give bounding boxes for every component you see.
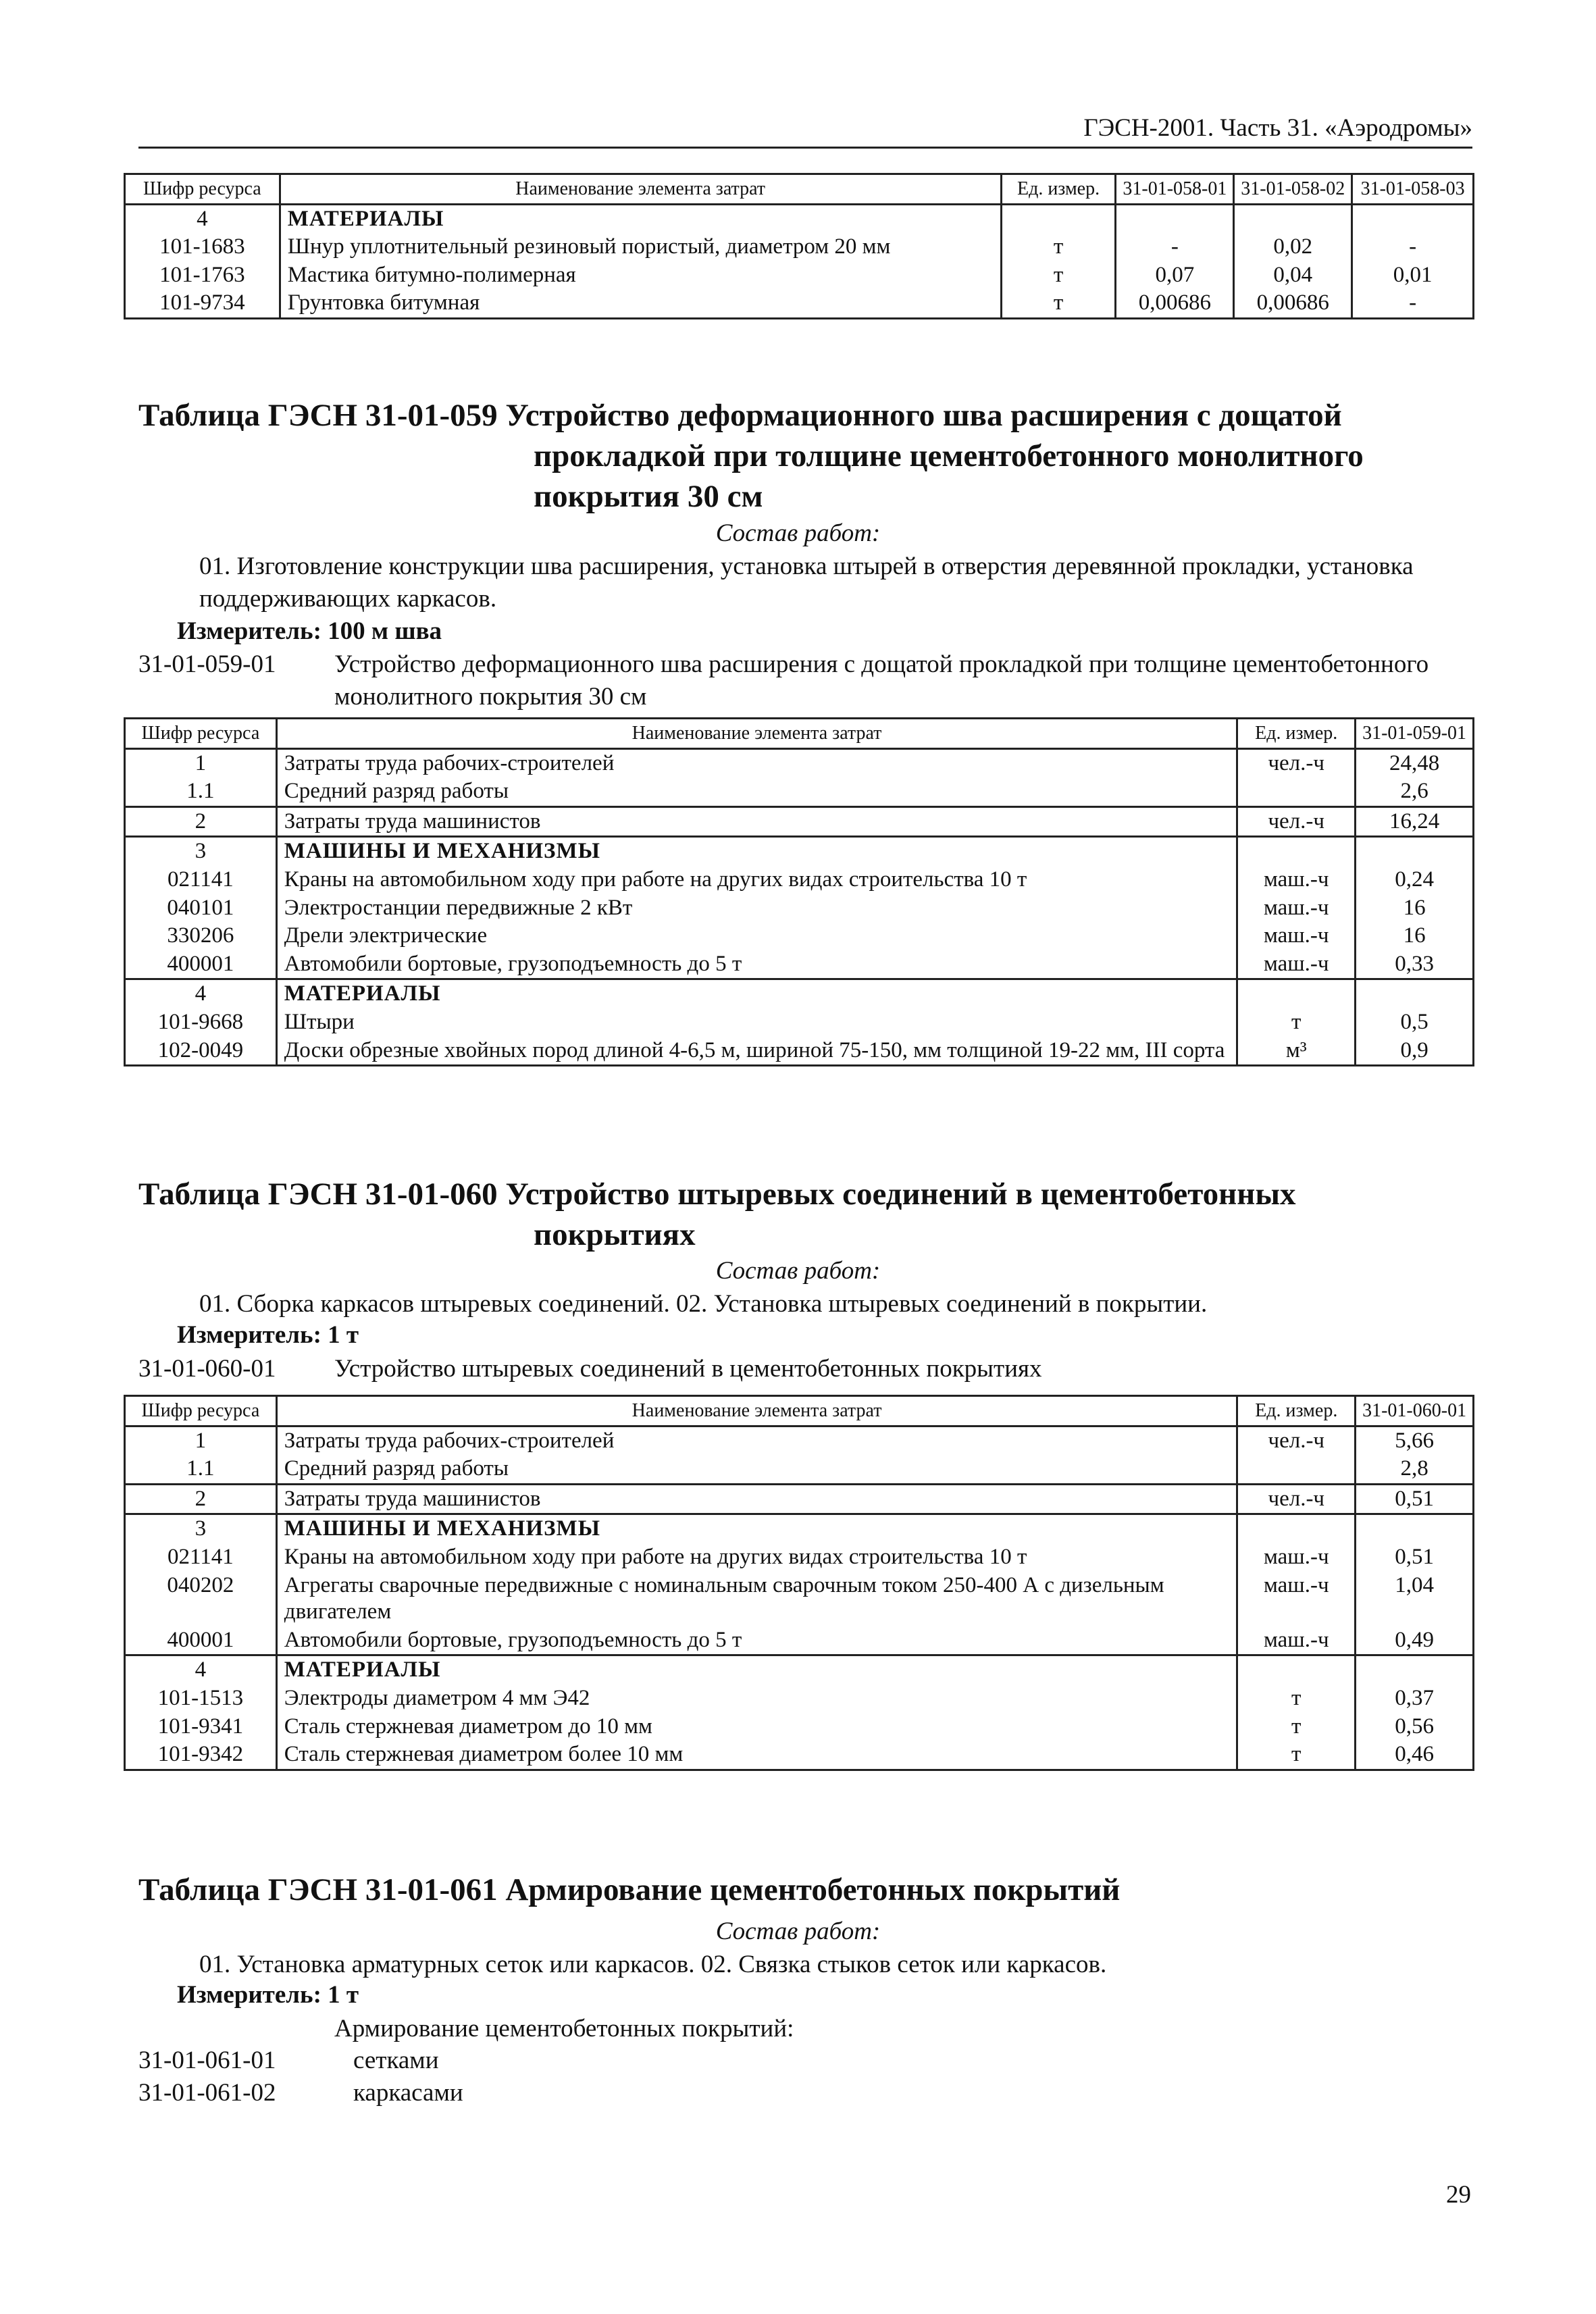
unit: чел.-ч (1237, 1426, 1356, 1455)
col-header-058-03: 31-01-058-03 (1352, 174, 1474, 205)
unit: чел.-ч (1237, 1484, 1356, 1514)
resource-code: 101-1683 (125, 233, 280, 261)
table-row (125, 748, 1474, 777)
resource-name: Затраты труда рабочих-строителей (276, 1426, 1237, 1455)
resource-code: 101-9734 (125, 289, 280, 318)
section-number: 4 (125, 979, 277, 1008)
col-header-unit: Ед. измер. (1237, 719, 1356, 749)
col-header-name: Наименование элемента затрат (276, 1396, 1237, 1426)
resource-name: Электроды диаметром 4 мм Э42 (276, 1685, 1237, 1713)
value: 0,00686 (1116, 289, 1234, 318)
section-title: МАТЕРИАЛЫ (276, 1655, 1237, 1685)
table-row (125, 1685, 1474, 1713)
heading-line: Таблица ГЭСН 31-01-060 Устройство штыревых соединений в цементобетонных (138, 1177, 1296, 1212)
resource-code: 400001 (125, 950, 277, 979)
heading-line: Таблица ГЭСН 31-01-059 Устройство деформационного шва расширения с дощатой (138, 398, 1342, 433)
unit: маш.-ч (1237, 922, 1356, 950)
value: 1,04 (1356, 1572, 1474, 1626)
unit: т (1237, 1741, 1356, 1770)
col-header-060-01: 31-01-060-01 (1356, 1396, 1474, 1426)
resource-code: 1.1 (125, 777, 277, 806)
table-058 (124, 173, 1474, 319)
resource-name: Шнур уплотнительный резиновый пористый, диаметром 20 мм (280, 233, 1001, 261)
resource-name: Автомобили бортовые, грузоподъемность до 5 т (276, 950, 1237, 979)
resource-name: Электростанции передвижные 2 кВт (276, 894, 1237, 923)
table-row (125, 979, 1474, 1008)
value: 0,51 (1356, 1484, 1474, 1514)
section-number: 3 (125, 837, 277, 866)
norm-row (138, 1353, 1472, 1385)
resource-name: Затраты труда машинистов (276, 806, 1237, 837)
resource-code: 101-9342 (125, 1741, 277, 1770)
table-row (125, 204, 1474, 233)
section-title: МАШИНЫ И МЕХАНИЗМЫ (276, 837, 1237, 866)
unit: т (1237, 1713, 1356, 1741)
unit: т (1001, 233, 1116, 261)
unit (1237, 1455, 1356, 1484)
heading-line: прокладкой при толщине цементобетонного монолитного (534, 438, 1364, 474)
norm-description: сетками (353, 2047, 439, 2074)
unit: маш.-ч (1237, 950, 1356, 979)
unit: маш.-ч (1237, 1543, 1356, 1572)
resource-name: Затраты труда машинистов (276, 1484, 1237, 1514)
page-number: 29 (1446, 2181, 1471, 2209)
unit: маш.-ч (1237, 894, 1356, 923)
unit (1237, 777, 1356, 806)
group-label: Армирование цементобетонных покрытий: (334, 2015, 794, 2042)
value: 24,48 (1356, 748, 1474, 777)
value: 16,24 (1356, 806, 1474, 837)
resource-code: 101-9668 (125, 1008, 277, 1037)
resource-code: 101-9341 (125, 1713, 277, 1741)
col-header-058-02: 31-01-058-02 (1234, 174, 1352, 205)
composition-text: 01. Сборка каркасов штыревых соединений. 02. Установка штыревых соединений в покрытии. (199, 1290, 1208, 1318)
unit: т (1237, 1008, 1356, 1037)
norm-code: 31-01-061-01 (138, 2047, 276, 2074)
col-header-unit: Ед. измер. (1237, 1396, 1356, 1426)
composition-caption: Состав работ: (715, 519, 881, 547)
norm-row (138, 2045, 1472, 2077)
resource-code: 101-1513 (125, 1685, 277, 1713)
resource-name: Средний разряд работы (276, 777, 1237, 806)
resource-code: 2 (125, 806, 277, 837)
resource-code: 021141 (125, 1543, 277, 1572)
table-row (125, 1426, 1474, 1455)
table-060-heading (138, 1174, 1422, 1255)
resource-code: 1 (125, 1426, 277, 1455)
resource-code: 1.1 (125, 1455, 277, 1484)
heading-line: Таблица ГЭСН 31-01-061 Армирование цементобетонных покрытий (138, 1872, 1121, 1907)
value: 0,00686 (1234, 289, 1352, 318)
table-row (125, 777, 1474, 806)
resource-name: Сталь стержневая диаметром более 10 мм (276, 1741, 1237, 1770)
norm-description: каркасами (353, 2079, 463, 2107)
resource-code: 040202 (125, 1572, 277, 1626)
resource-name: Доски обрезные хвойных пород длиной 4-6,5 м, шириной 75-150, мм толщиной 19-22 мм, III сорта (276, 1037, 1237, 1066)
section-title: МАТЕРИАЛЫ (276, 979, 1237, 1008)
resource-name: Мастика битумно-полимерная (280, 261, 1001, 290)
norm-code: 31-01-061-02 (138, 2079, 276, 2107)
value: 0,5 (1356, 1008, 1474, 1037)
table-059 (124, 717, 1474, 1066)
unit: маш.-ч (1237, 1572, 1356, 1626)
table-row (125, 1543, 1474, 1572)
value: 0,9 (1356, 1037, 1474, 1066)
resource-name: Штыри (276, 1008, 1237, 1037)
table-row (125, 866, 1474, 894)
unit: маш.-ч (1237, 1626, 1356, 1655)
value: 0,24 (1356, 866, 1474, 894)
running-header: ГЭСН-2001. Часть 31. «Аэродромы» (138, 113, 1472, 149)
value: - (1352, 289, 1474, 318)
unit: маш.-ч (1237, 866, 1356, 894)
table-row (125, 1514, 1474, 1543)
value: 0,37 (1356, 1685, 1474, 1713)
value: 0,56 (1356, 1713, 1474, 1741)
resource-code: 1 (125, 748, 277, 777)
table-row (125, 1626, 1474, 1655)
resource-code: 330206 (125, 922, 277, 950)
value: 0,07 (1116, 261, 1234, 290)
heading-line: покрытиях (534, 1217, 696, 1253)
table-row (125, 837, 1474, 866)
unit: т (1237, 1685, 1356, 1713)
value: 2,8 (1356, 1455, 1474, 1484)
measure-unit: Измеритель: 100 м шва (177, 617, 442, 645)
heading-line: покрытия 30 см (534, 479, 763, 515)
table-059-heading (138, 395, 1422, 517)
unit: т (1001, 289, 1116, 318)
resource-code: 400001 (125, 1626, 277, 1655)
value: 16 (1356, 894, 1474, 923)
value: 5,66 (1356, 1426, 1474, 1455)
composition-text: 01. Установка арматурных сеток или каркасов. 02. Связка стыков сеток или каркасов. (199, 1951, 1107, 1978)
col-header-name: Наименование элемента затрат (276, 719, 1237, 749)
resource-code: 021141 (125, 866, 277, 894)
resource-name: Автомобили бортовые, грузоподъемность до 5 т (276, 1626, 1237, 1655)
norm-code: 31-01-059-01 (138, 650, 276, 678)
col-header-059-01: 31-01-059-01 (1356, 719, 1474, 749)
value: - (1116, 233, 1234, 261)
section-title: МАТЕРИАЛЫ (280, 204, 1001, 233)
norm-row (138, 648, 1472, 713)
col-header-code: Шифр ресурса (125, 174, 280, 205)
table-row (125, 261, 1474, 290)
resource-name: Дрели электрические (276, 922, 1237, 950)
table-row (125, 1008, 1474, 1037)
unit: т (1001, 261, 1116, 290)
norm-code: 31-01-060-01 (138, 1355, 276, 1383)
unit: чел.-ч (1237, 806, 1356, 837)
resource-code: 2 (125, 1484, 277, 1514)
table-row (125, 894, 1474, 923)
resource-code: 101-1763 (125, 261, 280, 290)
table-row (125, 1484, 1474, 1514)
value: 0,02 (1234, 233, 1352, 261)
col-header-code: Шифр ресурса (125, 1396, 277, 1426)
resource-name: Краны на автомобильном ходу при работе на других видах строительства 10 т (276, 866, 1237, 894)
col-header-058-01: 31-01-058-01 (1116, 174, 1234, 205)
measure-unit: Измеритель: 1 т (177, 1981, 359, 2009)
composition-text: 01. Изготовление конструкции шва расширения, установка штырей в отверстия деревянной прокладки, установка поддерживающих каркасов. (199, 552, 1414, 613)
table-row (125, 1655, 1474, 1685)
norm-description: Устройство деформационного шва расширения с дощатой прокладкой при толщине цементобетонного монолитного покрытия 30 см (334, 650, 1429, 711)
table-061-heading (138, 1870, 1422, 1910)
unit: м³ (1237, 1037, 1356, 1066)
value: 0,33 (1356, 950, 1474, 979)
norm-description: Устройство штыревых соединений в цементобетонных покрытиях (334, 1355, 1042, 1383)
value: 2,6 (1356, 777, 1474, 806)
resource-name: Сталь стержневая диаметром до 10 мм (276, 1713, 1237, 1741)
value: 16 (1356, 922, 1474, 950)
col-header-name: Наименование элемента затрат (280, 174, 1001, 205)
section-number: 3 (125, 1514, 277, 1543)
table-row (125, 950, 1474, 979)
col-header-unit: Ед. измер. (1001, 174, 1116, 205)
resource-name: Затраты труда рабочих-строителей (276, 748, 1237, 777)
table-row (125, 289, 1474, 318)
unit: чел.-ч (1237, 748, 1356, 777)
table-row (125, 1572, 1474, 1626)
section-title: МАШИНЫ И МЕХАНИЗМЫ (276, 1514, 1237, 1543)
composition-caption: Состав работ: (715, 1257, 881, 1285)
table-row (125, 922, 1474, 950)
table-060 (124, 1395, 1474, 1771)
col-header-code: Шифр ресурса (125, 719, 277, 749)
table-row (125, 1455, 1474, 1484)
norm-group-label (138, 2013, 1472, 2045)
resource-code: 040101 (125, 894, 277, 923)
table-row (125, 1713, 1474, 1741)
table-row (125, 233, 1474, 261)
section-number: 4 (125, 1655, 277, 1685)
resource-name: Грунтовка битумная (280, 289, 1001, 318)
resource-name: Краны на автомобильном ходу при работе на других видах строительства 10 т (276, 1543, 1237, 1572)
resource-code: 102-0049 (125, 1037, 277, 1066)
value: 0,01 (1352, 261, 1474, 290)
table-row (125, 806, 1474, 837)
table-row (125, 1741, 1474, 1770)
composition-caption: Состав работ: (715, 1918, 881, 1945)
norm-row (138, 2077, 1472, 2109)
table-row (125, 1037, 1474, 1066)
resource-name: Средний разряд работы (276, 1455, 1237, 1484)
value: - (1352, 233, 1474, 261)
value: 0,49 (1356, 1626, 1474, 1655)
section-number: 4 (125, 204, 280, 233)
value: 0,51 (1356, 1543, 1474, 1572)
value: 0,46 (1356, 1741, 1474, 1770)
value: 0,04 (1234, 261, 1352, 290)
measure-unit: Измеритель: 1 т (177, 1321, 359, 1349)
resource-name: Агрегаты сварочные передвижные с номинальным сварочным током 250-400 А с дизельным двигателем (276, 1572, 1237, 1626)
